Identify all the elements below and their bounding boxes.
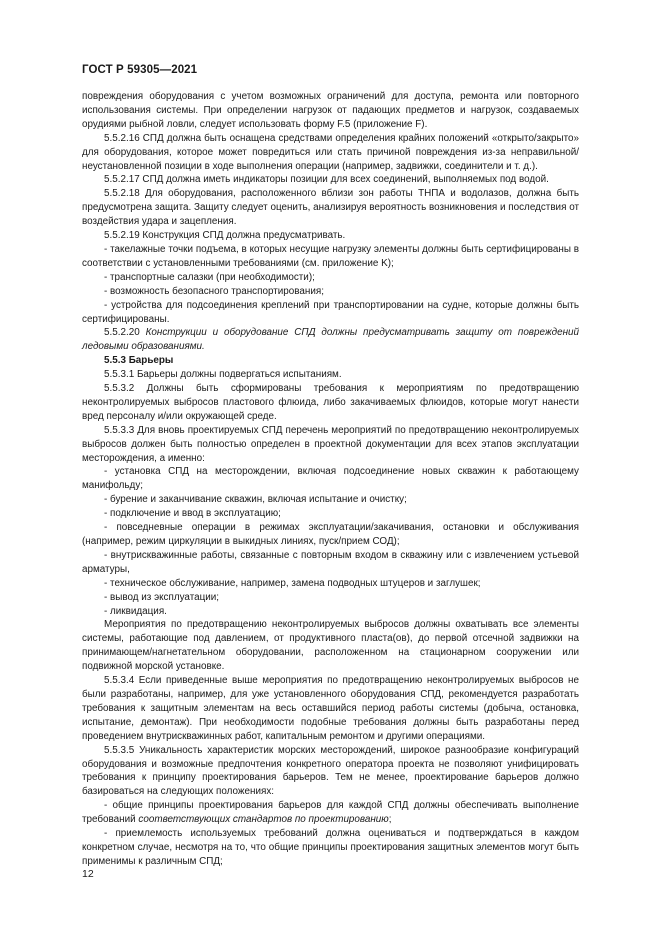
paragraph: 5.5.3.5 Уникальность характеристик морских месторождений, широкое разнообразие конфигураций оборудования и возможные предпочтения конкретного оператора проекта не позволяют унифицировать требования к принципу проектирования барьеров. Тем не менее, проектирование барьеров должно базироваться на следующих положениях: [82,744,579,798]
paragraph: 5.5.2.17 СПД должна иметь индикаторы позиции для всех соединений, выполняемых под водой. [104,174,549,186]
list-item: - транспортные салазки (при необходимости); [104,271,315,283]
paragraph: Мероприятия по предотвращению неконтролируемых выбросов должны охватывать все элементы системы, работающие под давлением, от продуктивного пласта(ов), до первой отсечной задвижки на принимающем/нагнетательном оборудовании, расположенном на стационарном сооружении или подвижной морской установке. [82,619,579,673]
list-item: - подключение и ввод в эксплуатацию; [104,508,281,520]
list-item: - ликвидация. [104,605,167,617]
paragraph: 5.5.3.2 Должны быть сформированы требования к мероприятиям по предотвращению неконтролируемых выбросов пластового флюида, либо закачиваемых флюидов, которые могут нанести вред персоналу и/или окружающей среде. [82,383,579,422]
page-header-title: ГОСТ Р 59305—2021 [82,64,198,76]
list-item: - повседневные операции в режимах эксплуатации/закачивания, остановки и обслуживания (например, режим циркуляции в выкидных линиях, пуск/прием СОД); [82,522,579,547]
list-item: - внутрискважинные работы, связанные с повторным входом в скважину или с извлечением устьевой арматуры, [82,549,579,575]
paragraph: 5.5.2.19 Конструкция СПД должна предусматривать. [104,230,346,242]
paragraph [82,326,579,354]
list-item: - установка СПД на месторождении, включая подсоединение новых скважин к работающему манифольду; [82,466,579,492]
italic-text: соответствующих стандартов по проектированию [138,814,389,826]
list-item: - техническое обслуживание, например, замена подводных штуцеров и заглушек; [104,577,481,589]
punctuation: ; [388,814,392,826]
list-item: - вывод из эксплуатации; [104,591,220,603]
italic-clause-text: Конструкции и оборудование СПД должны предусматривать защиту от повреждений ледовыми образованиями. [82,327,580,353]
list-item [82,799,579,827]
clause-number: 5.5.2.20 [104,327,140,339]
document-body [82,90,579,869]
paragraph: 5.5.3.3 Для вновь проектируемых СПД перечень мероприятий по предотвращению неконтролируемых выбросов должен быть полностью определен в проектной документации для всех этапов эксплуатации месторождения, а именно: [82,424,579,464]
paragraph: 5.5.2.18 Для оборудования, расположенного вблизи зон работы ТНПА и водолазов, должна быть предусмотрена защита. Защиту следует оценить, анализируя вероятность возникновения и последствия от воздействия удара и зацепления. [82,188,579,228]
list-item-text: - общие принципы проектирования барьеров для каждой СПД должны обеспечивать выполнение требований [82,800,579,826]
list-item: - такелажные точки подъема, в которых несущие нагрузку элементы должны быть сертифицированы в соответствии с установленными требованиями (см. приложение K); [82,243,579,269]
list-item: - бурение и заканчивание скважин, включая испытание и очистку; [104,494,407,506]
section-heading: 5.5.3 Барьеры [104,355,174,367]
list-item: - приемлемость используемых требований должна оцениваться и подтверждаться в каждом конкретном случае, несмотря на то, что общие принципы проектирования защитных элементов могут быть применимы к различным СПД; [82,828,579,867]
list-item: - возможность безопасного транспортирования; [104,285,324,297]
paragraph: 5.5.3.4 Если приведенные выше мероприятия по предотвращению неконтролируемых выбросов не были разработаны, например, для уже установленного оборудования СПД, рекомендуется разработать требования к защитным элементам на весь оставшийся период работы системы (добыча, остановка, испытание, демонтаж). При необходимости подобные требования должны быть разработаны перед проведением внутрискважинных работ, капитальным ремонтом и другими операциями. [82,675,579,742]
paragraph: 5.5.3.1 Барьеры должны подвергаться испытаниям. [104,369,342,381]
list-item: - устройства для подсоединения креплений при транспортировании на судне, которые должны быть сертифицированы. [82,299,579,325]
paragraph: 5.5.2.16 СПД должна быть оснащена средствами определения крайних положений «открыто/закрыто» для оборудования, которое может повредиться или стать причиной повреждения из-за неправильной/неустановленной позиции в ходе выполнения операции (например, задвижки, соединители и т. д.). [82,132,579,172]
paragraph: повреждения оборудования с учетом возможных ограничений для доступа, ремонта или повторного использования системы. При определении нагрузок от падающих предметов и нагрузок, создаваемых орудиями рыбной ловли, следует использовать форму F.5 (приложение F). [82,91,579,130]
page-number: 12 [82,868,94,880]
